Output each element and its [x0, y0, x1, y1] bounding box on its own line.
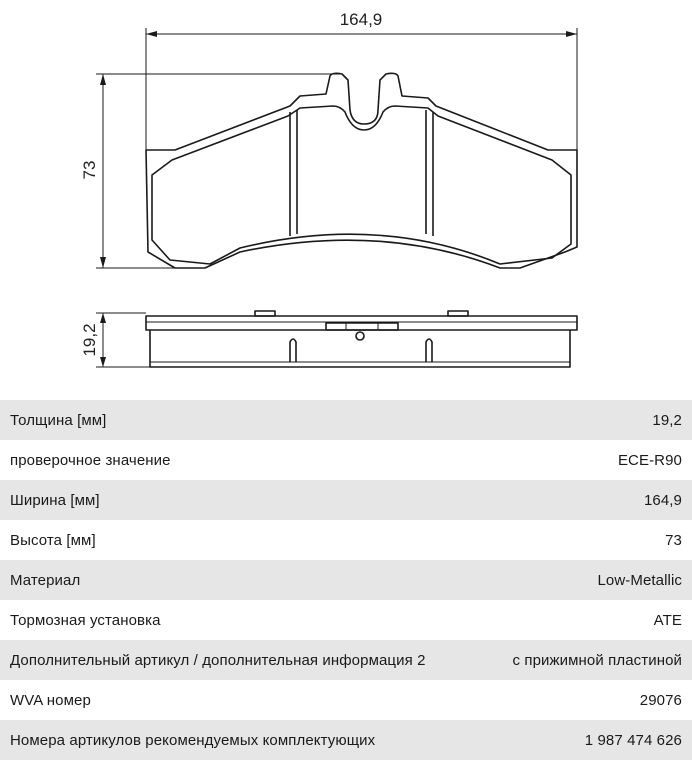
width-dimension: [146, 28, 577, 150]
spec-value: ATE: [653, 611, 682, 629]
spec-label: Ширина [мм]: [10, 491, 100, 509]
spec-label: WVA номер: [10, 691, 91, 709]
spec-label: Дополнительный артикул / дополнительная информация 2: [10, 651, 426, 669]
spec-row-brake-system: [0, 600, 692, 640]
spec-label: проверочное значение: [10, 451, 171, 469]
spec-label: Материал: [10, 571, 81, 589]
spec-row-thickness: [0, 400, 692, 440]
thickness-dimension-label: 19,2: [80, 323, 99, 357]
spec-label: Высота [мм]: [10, 531, 96, 549]
spec-row-material: [0, 560, 692, 600]
spec-row-recommended-parts: [0, 720, 692, 760]
spec-label: Толщина [мм]: [10, 411, 107, 429]
height-dimension: [96, 74, 340, 268]
spec-value: 164,9: [643, 491, 682, 509]
spec-value: Low-Metallic: [597, 571, 682, 589]
spec-value: ECE-R90: [617, 451, 682, 469]
spec-value: с прижимной пластиной: [512, 651, 682, 669]
width-dimension-label: 164,9: [339, 10, 383, 29]
spec-value: 29076: [639, 691, 682, 709]
spec-value: 19,2: [652, 411, 682, 429]
spec-row-height: [0, 520, 692, 560]
spec-row-width: [0, 480, 692, 520]
specs-table: [0, 400, 692, 760]
spec-label: Тормозная установка: [10, 611, 161, 629]
spec-row-test-value: [0, 440, 692, 480]
height-dimension-label: 73: [80, 160, 99, 180]
spec-label: Номера артикулов рекомендуемых комплектующих: [10, 731, 376, 749]
spec-value: 1 987 474 626: [584, 731, 682, 749]
thickness-dimension: [96, 313, 150, 367]
spec-row-additional-info: [0, 640, 692, 680]
pad-front-view: [146, 73, 577, 268]
spec-value: 73: [665, 531, 682, 549]
pad-side-view: [146, 311, 577, 367]
spec-row-wva-number: [0, 680, 692, 720]
